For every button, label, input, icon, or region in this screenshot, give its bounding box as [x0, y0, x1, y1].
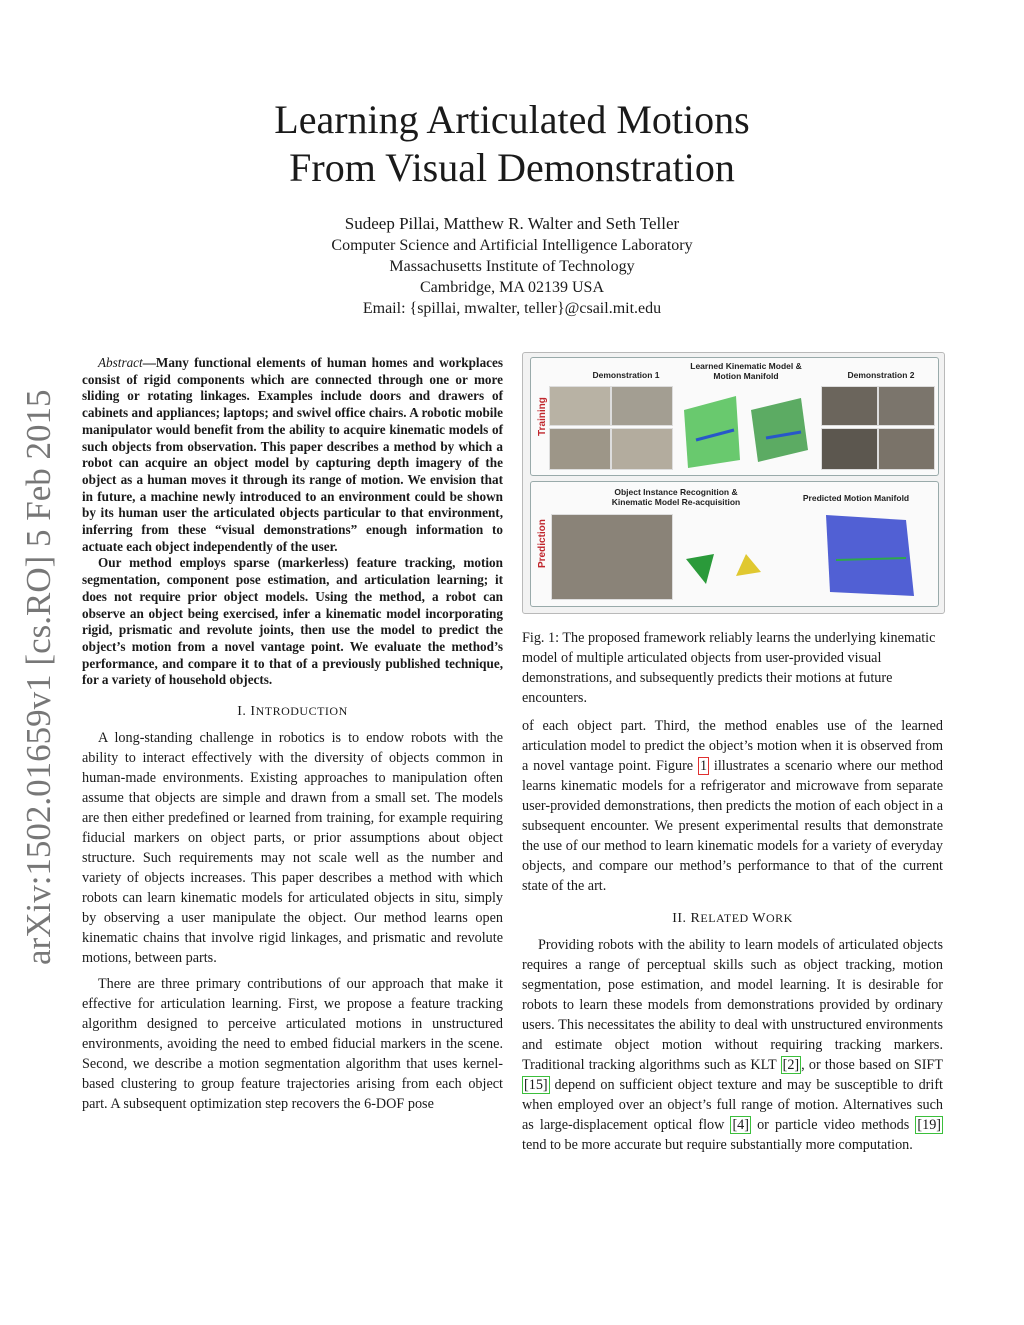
arxiv-identifier: arXiv:1502.01659v1 [cs.RO] 5 Feb 2015: [19, 389, 58, 965]
demo2-frame: [878, 428, 935, 470]
email: Email: {spillai, mwalter, teller}@csail.mit.edu: [362, 300, 662, 317]
affiliation: Computer Science and Artificial Intelligence Laboratory: [331, 237, 693, 254]
demo1-label: Demonstration 1: [592, 370, 660, 380]
demo2-frame: [821, 428, 878, 470]
demo1-frame: [549, 428, 611, 470]
author-names: Sudeep Pillai, Matthew R. Walter and Seth Teller: [344, 214, 680, 233]
author-block: [200, 213, 824, 319]
demo1-frame: [611, 428, 673, 470]
section-heading-related-work: II. RELATED WORK: [672, 911, 793, 926]
part-yellow: [736, 554, 761, 576]
address: Cambridge, MA 02139 USA: [420, 279, 604, 296]
abstract-paragraph-2: Our method employs sparse (markerless) feature tracking, motion segmentation, component pose estimation, and articulation learning; it does not require prior object models. Using the method, a robot can observe an object being exercised, infer a kinematic model incorporating rigid, prismatic and revolute joints, then use the model to predict the object’s motion from a novel vantage point. We evaluate the method’s performance, and compare it to that of a previously published technique, for a variety of household objects.: [82, 555, 503, 688]
citation-link[interactable]: [2]: [782, 1057, 800, 1073]
demo1-frame: [611, 386, 673, 426]
citation-link[interactable]: [4]: [732, 1117, 749, 1133]
prediction-label: Prediction: [537, 519, 548, 569]
abstract-label: Abstract: [98, 355, 143, 370]
predicted-manifold-label: Predicted Motion Manifold: [802, 493, 910, 503]
figure-reference-link[interactable]: 1: [699, 758, 708, 774]
right-column: [522, 352, 943, 1155]
prediction-panel: [530, 481, 939, 607]
microwave-manifold: [751, 398, 808, 462]
demo2-frame: [878, 386, 935, 426]
demo2-frame: [821, 386, 878, 426]
predicted-manifold-graphic: [786, 510, 931, 600]
intro-paragraph-2: There are three primary contributions of our approach that make it effective for articulation learning. First, we propose a feature tracking algorithm designed to perceive articulated motions in unstructured environments, avoiding the need to embed fiducial markers in the scene. Second, we describe a motion segmentation algorithm that uses kernel-based clustering to group feature trajectories arising from each object part. A subsequent optimization step recovers the 6-DOF pose: [82, 976, 503, 1113]
paper-title: [150, 96, 874, 192]
scene-photo: [551, 514, 673, 600]
training-label: Training: [537, 397, 548, 436]
related-work-paragraph: Providing robots with the ability to learn models of articulated objects requires a range of perceptual skills such as object tracking, motion segmentation, pose estimation, and model learning. It is desirable for robots to learn these models from demonstrations provided by ordinary users. This necessitates the ability to deal with unstructured environments and estimate object motion without requiring tracking markers. Traditional tracking algorithms such as KLT [2] , or those based on SIFT [15] depend on sufficient object texture and may be susceptible to drift when employed over an object’s full range of motion. Alternatives such as large-displacement optical flow [4] or particle video methods [19] tend to be more accurate but require substantially more computation.: [522, 937, 943, 1153]
institute: Massachusetts Institute of Technology: [389, 258, 635, 275]
part-green: [686, 554, 714, 584]
demo2-label: Demonstration 2: [847, 370, 915, 380]
section-heading-introduction: I. INTRODUCTION: [237, 704, 348, 720]
right-paragraph-1: of each object part. Third, the method enables use of the learned articulation model to predict the object’s motion when it is observed from a novel vantage point. Figure 1 illustrates a scenario where our method learns kinematic models for a refrigerator and microwave from separate user-provided demonstrations, then predicts the motion of each object in a subsequent encounter. We present experimental results that demonstrate the use of our method to learn kinematic models for a variety of everyday objects, and compare our method’s performance to that of the current state of the art.: [522, 718, 944, 894]
intro-paragraph-1: A long-standing challenge in robotics is to endow robots with the ability to interact effectively with the diversity of objects common in human-made environments. Existing approaches to manipulation often assume that objects are simple and drawn from a small set. The models are then either predefined or learned from training, for example requiring fiducial markers on object parts, or prior assumptions about object structure. Such requirements may not scale well as the number and variety of objects increases. This paper describes a method with which robots can learn kinematic models for articulated objects in situ, simply by observing a user manipulate the object. Our method learns open kinematic chains that involve rigid linkages, and prismatic and revolute motions, between parts.: [82, 730, 503, 967]
title-line-2: From Visual Demonstration: [289, 145, 735, 190]
citation-link[interactable]: [19]: [917, 1117, 942, 1133]
citation-link[interactable]: [15]: [524, 1077, 548, 1093]
recognition-label: Object Instance Recognition & Kinematic Model Re-acquisition: [611, 487, 741, 507]
recognized-parts-graphic: [676, 514, 776, 598]
learned-model-label: Learned Kinematic Model & Motion Manifold: [690, 361, 802, 381]
figure-1: [522, 352, 945, 614]
abstract-paragraph-1: Abstract—Many functional elements of human homes and workplaces consist of rigid components which are connected through one or more sliding or rotating linkages. Examples include doors and drawers of cabinets and appliances; laptops; and swivel office chairs. A robotic mobile manipulator would benefit from the ability to acquire kinematic models of such objects from observation. This paper describes a method by which a robot can acquire an object model by capturing depth imagery of the object as a human moves it through its range of motion. We envision that in future, a machine newly introduced to an environment could be shown by its human user the articulated objects particular to that environment, inferring from these “visual demonstrations” enough information to actuate each object independently of the user.: [82, 355, 503, 554]
manifold-surface: [826, 515, 914, 596]
learned-manifold-graphic: [676, 380, 816, 472]
left-column: [82, 355, 503, 1114]
demo1-frame: [549, 386, 611, 426]
abstract: [82, 355, 503, 689]
figure-caption: Fig. 1: The proposed framework reliably learns the underlying kinematic model of multiple articulated objects from user-provided visual demonstrations, and subsequently predicts their motions at future encounters.: [522, 630, 936, 706]
training-panel: [530, 357, 939, 476]
title-line-1: Learning Articulated Motions: [274, 97, 750, 142]
